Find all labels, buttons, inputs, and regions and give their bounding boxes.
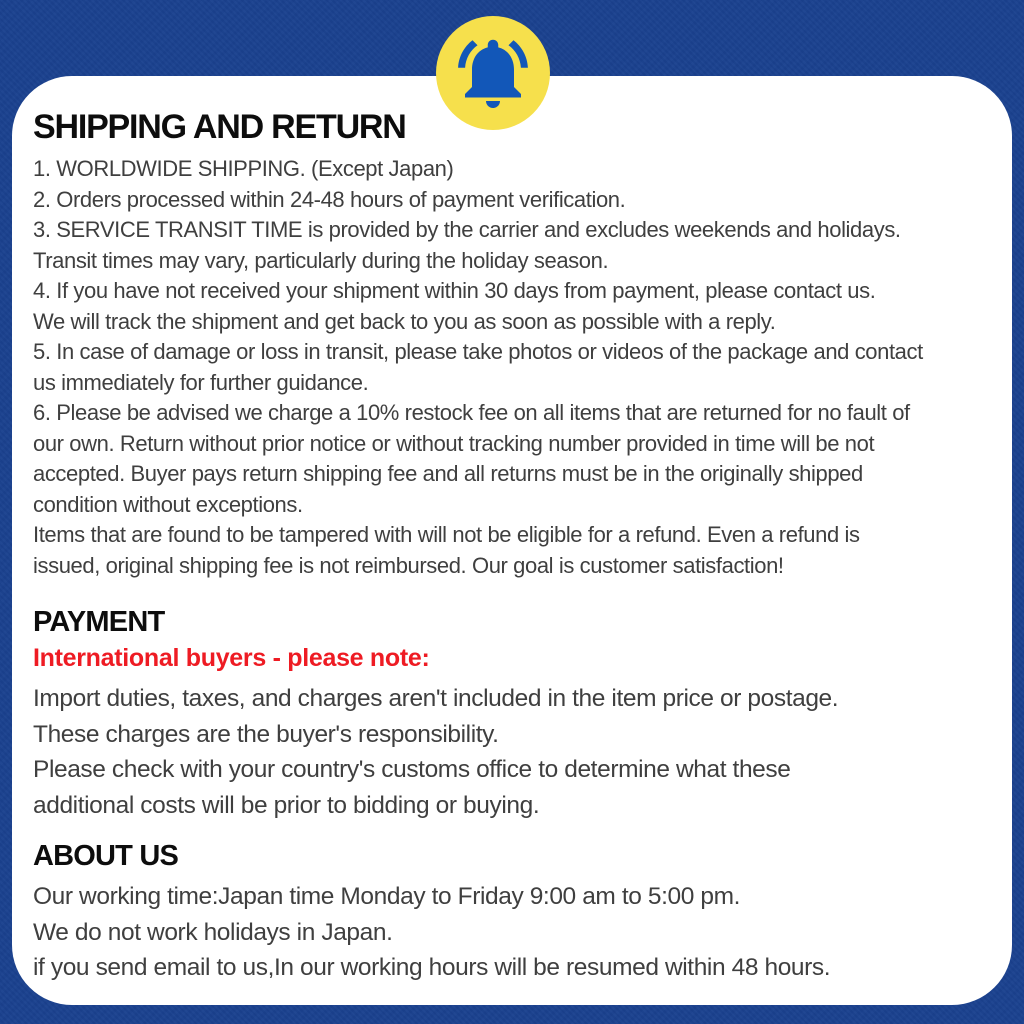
shipping-line: Transit times may vary, particularly during the holiday season. [33,247,609,273]
shipping-line: accepted. Buyer pays return shipping fee and all returns must be in the originally shipped [33,461,863,486]
shipping-line: condition without exceptions. [33,491,303,517]
shipping-line: us immediately for further guidance. [33,369,369,395]
shipping-line: 1. WORLDWIDE SHIPPING. (Except Japan) [33,156,454,181]
about-section-heading: ABOUT US [33,840,179,872]
shipping-section-heading: SHIPPING AND RETURN [33,108,406,146]
shipping-line: 3. SERVICE TRANSIT TIME is provided by the carrier and excludes weekends and holidays. [33,217,901,242]
shipping-line: 6. Please be advised we charge a 10% restock fee on all items that are returned for no fault of [33,400,910,425]
international-buyers-note: International buyers - please note: [33,644,430,672]
shipping-line: Items that are found to be tampered with will not be eligible for a refund. Even a refund is [33,522,860,547]
shipping-line: our own. Return without prior notice or without tracking number provided in time will be not [33,430,875,456]
shipping-section [33,154,1005,581]
shipping-line: 4. If you have not received your shipment within 30 days from payment, please contact us. [33,278,876,303]
about-line: We do not work holidays in Japan. [33,918,393,946]
payment-line: Import duties, taxes, and charges aren't included in the item price or postage. [33,685,839,712]
payment-line: additional costs will be prior to bidding or buying. [33,791,540,819]
shipping-line: 2. Orders processed within 24-48 hours of payment verification. [33,186,626,212]
card-content [33,76,1005,986]
about-line: if you send email to us,In our working hours will be resumed within 48 hours. [33,954,831,981]
shipping-line: 5. In case of damage or loss in transit, please take photos or videos of the package and contact [33,339,923,364]
info-card [12,76,1012,1005]
notification-badge [436,16,550,130]
bell-icon [451,31,535,115]
shipping-line: issued, original shipping fee is not reimbursed. Our goal is customer satisfaction! [33,552,784,578]
shipping-line: We will track the shipment and get back to you as soon as possible with a reply. [33,308,776,334]
about-line: Our working time:Japan time Monday to Friday 9:00 am to 5:00 pm. [33,883,741,910]
payment-line: These charges are the buyer's responsibility. [33,720,499,748]
payment-section [33,681,1005,823]
payment-line: Please check with your country's customs office to determine what these [33,756,791,783]
payment-section-heading: PAYMENT [33,606,165,638]
about-section [33,879,1005,986]
